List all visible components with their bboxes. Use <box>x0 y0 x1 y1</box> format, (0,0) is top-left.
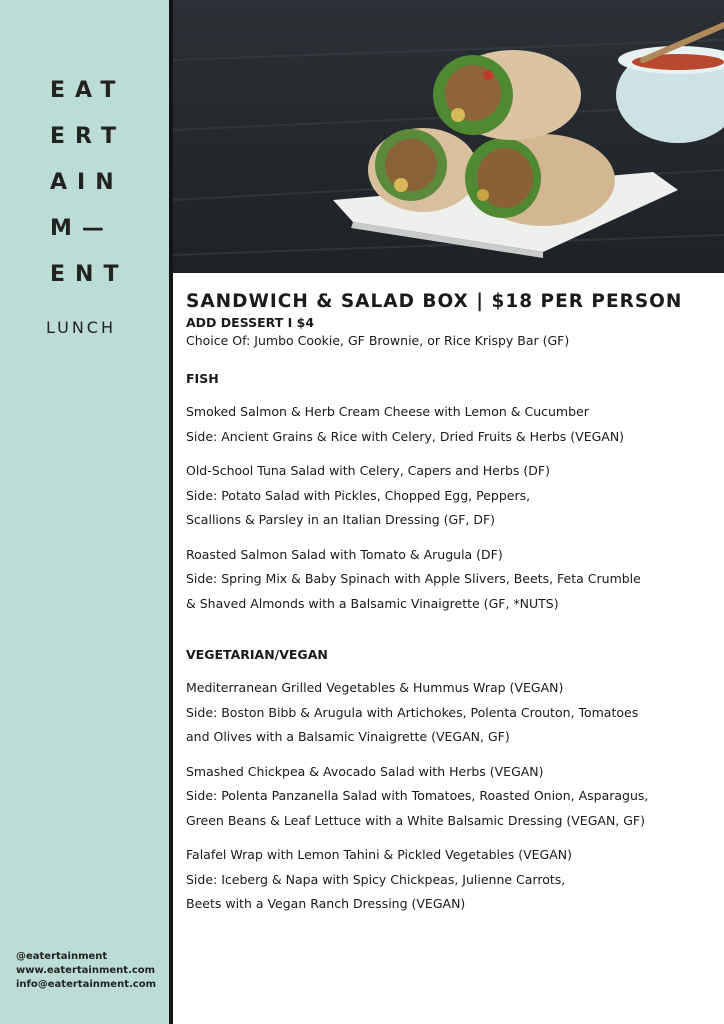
item-line: Side: Spring Mix & Baby Spinach with Apple Slivers, Beets, Feta Crumble <box>186 571 641 586</box>
item-line: Side: Potato Salad with Pickles, Chopped Egg, Peppers, <box>186 487 531 503</box>
item-line: Smashed Chickpea & Avocado Salad with Herbs (VEGAN) <box>186 763 544 779</box>
menu-item <box>186 843 716 917</box>
item-line: Scallions & Parsley in an Italian Dressing (GF, DF) <box>186 512 496 527</box>
logo-line: EAT <box>50 78 126 103</box>
wrap-photo <box>173 0 724 273</box>
website-link: www.eatertainment.com <box>16 965 156 976</box>
brand-logo <box>50 68 128 298</box>
item-line: Side: Polenta Panzanella Salad with Tomatoes, Roasted Onion, Asparagus, <box>186 788 649 803</box>
wrap-right <box>465 134 615 226</box>
social-handle: @eatertainment <box>16 951 108 962</box>
item-line: Roasted Salmon Salad with Tomato & Arugula (DF) <box>186 546 503 562</box>
item-line: Side: Boston Bibb & Arugula with Artichokes, Polenta Crouton, Tomatoes <box>186 704 639 720</box>
logo-line: ENT <box>50 262 129 287</box>
contact-info <box>16 950 156 992</box>
menu-item <box>186 400 716 449</box>
item-line: Mediterranean Grilled Vegetables & Hummus Wrap (VEGAN) <box>186 680 564 695</box>
item-line: Side: Ancient Grains & Rice with Celery, Dried Fruits & Herbs (VEGAN) <box>186 428 625 444</box>
item-line: Side: Iceberg & Napa with Spicy Chickpeas, Julienne Carrots, <box>186 871 566 887</box>
item-line: and Olives with a Balsamic Vinaigrette (VEGAN, GF) <box>186 729 510 744</box>
item-line: Falafel Wrap with Lemon Tahini & Pickled Vegetables (VEGAN) <box>186 847 572 862</box>
sidebar <box>0 0 169 1024</box>
menu-item <box>186 760 716 834</box>
email-link: info@eatertainment.com <box>16 979 156 990</box>
menu-content <box>186 290 716 917</box>
logo-line: ERT <box>50 124 126 149</box>
dessert-choice: Choice Of: Jumbo Cookie, GF Brownie, or Rice Krispy Bar (GF) <box>186 333 570 348</box>
section-heading: VEGETARIAN/VEGAN <box>186 647 328 662</box>
logo-line: M— <box>50 216 114 241</box>
wrap-left <box>368 128 478 212</box>
menu-item <box>186 459 716 533</box>
item-line: Old-School Tuna Salad with Celery, Capers and Herbs (DF) <box>186 463 550 478</box>
wrap-top <box>433 50 581 140</box>
item-line: Green Beans & Leaf Lettuce with a White Balsamic Dressing (VEGAN, GF) <box>186 812 645 828</box>
meal-label: LUNCH <box>46 318 116 337</box>
item-line: & Shaved Almonds with a Balsamic Vinaigrette (GF, *NUTS) <box>186 595 559 611</box>
item-line: Smoked Salmon & Herb Cream Cheese with Lemon & Cucumber <box>186 404 589 419</box>
add-dessert: ADD DESSERT I $4 <box>186 315 315 330</box>
menu-item <box>186 543 716 617</box>
menu-item <box>186 676 716 750</box>
section-heading: FISH <box>186 371 219 386</box>
logo-line: AIN <box>50 170 124 195</box>
menu-title: SANDWICH & SALAD BOX | $18 PER PERSON <box>186 291 683 312</box>
item-line: Beets with a Vegan Ranch Dressing (VEGAN) <box>186 896 466 911</box>
